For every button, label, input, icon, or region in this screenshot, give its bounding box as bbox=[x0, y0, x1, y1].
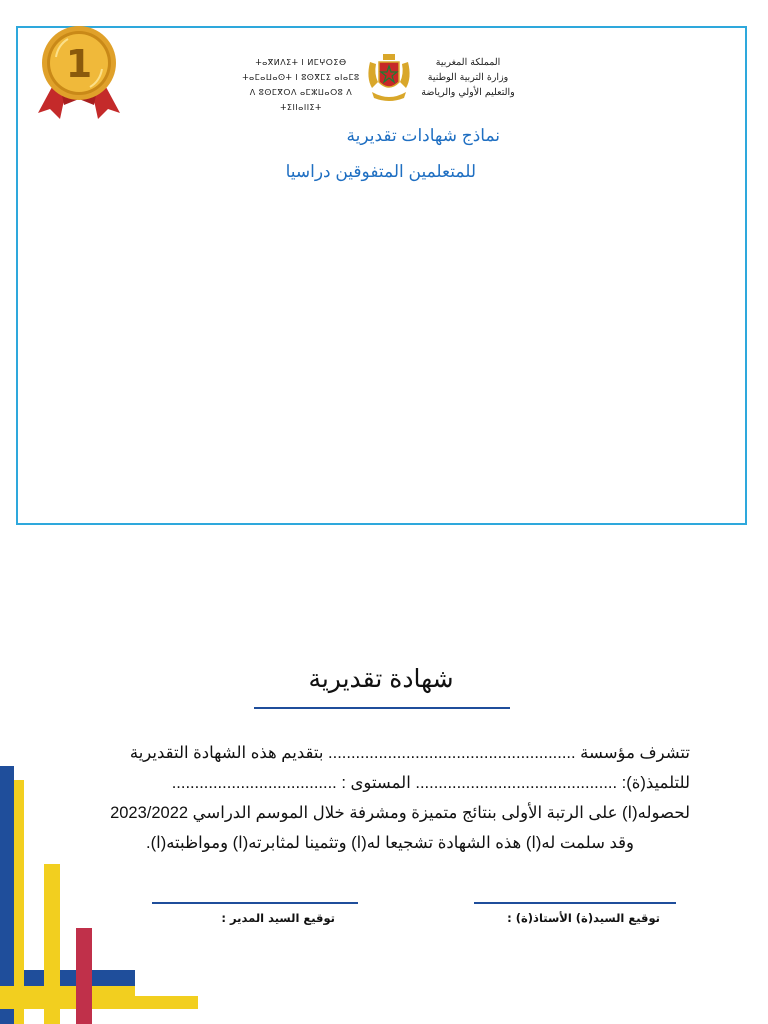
certificate-line: للتلميذ(ة): ............................................ المستوى : .................................... bbox=[171, 774, 690, 792]
ministry-line: المملكة المغربية bbox=[435, 57, 501, 68]
teacher-signature-line bbox=[474, 902, 676, 904]
certificate-line: وقد سلمت له(ا) هذه الشهادة تشجيعا له(ا) وتثمينا لمثابرته(ا) ومواظبته(ا). bbox=[146, 834, 634, 852]
ministry-line: وزارة التربية الوطنية bbox=[427, 72, 509, 83]
tifinagh-line: ⴷ ⵓⵙⵎⴳⵔⴷ ⴰⵎⵣⵡⴰⵔⵓ ⴷ ⵜⵉⵏⵏⴰⵏⵏⵉⵜ bbox=[249, 88, 353, 112]
title-underline bbox=[254, 707, 510, 709]
medal-number: 1 bbox=[65, 42, 93, 86]
gold-medal-icon bbox=[38, 25, 120, 121]
ministry-name-arabic bbox=[412, 55, 524, 100]
certificate-line: لحصوله(ا) على الرتبة الأولى بنتائج متميزة ومشرفة خلال الموسم الدراسي 2023/2022 bbox=[110, 804, 690, 822]
coat-of-arms-icon bbox=[366, 52, 412, 102]
certificate-line: تتشرف مؤسسة ...................................................... بتقديم هذه الشهادة التقديرية bbox=[129, 744, 690, 762]
director-signature-label: توقيع السيد المدير : bbox=[221, 911, 335, 925]
corner-decoration bbox=[0, 760, 200, 1024]
tifinagh-ministry-name bbox=[236, 55, 366, 115]
teacher-signature-label: توقيع السيد(ة) الأستاذ(ة) : bbox=[507, 911, 660, 925]
subtitle-certificate-models: نماذج شهادات تقديرية bbox=[346, 126, 500, 145]
subtitle-excellent-students: للمتعلمين المتفوقين دراسيا bbox=[285, 162, 476, 181]
tifinagh-line: ⵜⴰⴳⵍⴷⵉⵜ ⵏ ⵍⵎⵖⵔⵉⴱ bbox=[255, 58, 347, 67]
certificate-title: شهادة تقديرية bbox=[308, 665, 454, 693]
tifinagh-line: ⵜⴰⵎⴰⵡⴰⵙⵜ ⵏ ⵓⵙⴳⵎⵉ ⴰⵏⴰⵎⵓ bbox=[242, 73, 360, 82]
ministry-line: والتعليم الأولي والرياضة bbox=[421, 87, 515, 98]
